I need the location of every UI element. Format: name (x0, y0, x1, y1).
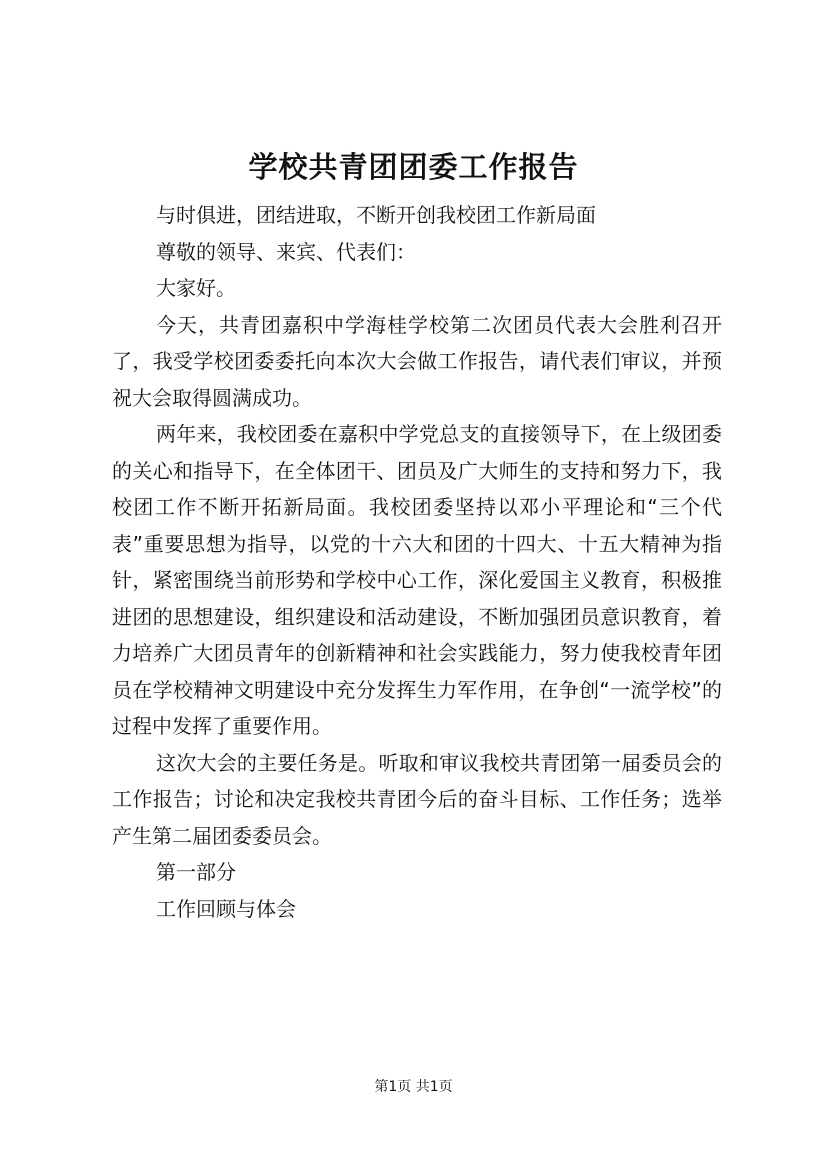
document-title: 学校共青团团委工作报告 (248, 150, 579, 184)
section-subheading: 工作回顾与体会 (156, 896, 296, 921)
opening-paragraph: 今天，共青团嘉积中学海桂学校第二次团员代表大会胜利召开了，我受学校团委委托向本次大会做工作报告，请代表们审议，并预祝大会取得圆满成功。 (112, 312, 722, 410)
subtitle-paragraph: 与时俱进，团结进取，不断开创我校团工作新局面 (156, 203, 596, 227)
salutation-paragraph: 尊敬的领导、来宾、代表们： (156, 239, 416, 264)
section-heading: 第一部分 (156, 860, 236, 884)
page-footer: 第1页 共1页 (374, 1079, 453, 1095)
review-paragraph: 两年来，我校团委在嘉积中学党总支的直接领导下，在上级团委的关心和指导下，在全体团干、团员及广大师生的支持和努力下，我校团工作不断开拓新局面。我校团委坚持以邓小平理论和“三个代表”重要思想为指导，以党的十六大和团的十四大、十五大精神为指针，紧密围绕当前形势和学校中心工作，深化爱国主义教育，积极推进团的思想建设，组织建设和活动建设，不断加强团员意识教育，着力培养广大团员青年的创新精神和社会实践能力，努力使我校青年团员在学校精神文明建设中充分发挥生力军作用，在争创“一流学校”的过程中发挥了重要作用。 (112, 422, 722, 738)
greeting-paragraph: 大家好。 (156, 276, 236, 300)
document-body (112, 197, 722, 927)
tasks-paragraph: 这次大会的主要任务是。听取和审议我校共青团第一届委员会的工作报告；讨论和决定我校共青团今后的奋斗目标、工作任务；选举产生第二届团委委员会。 (112, 750, 722, 848)
